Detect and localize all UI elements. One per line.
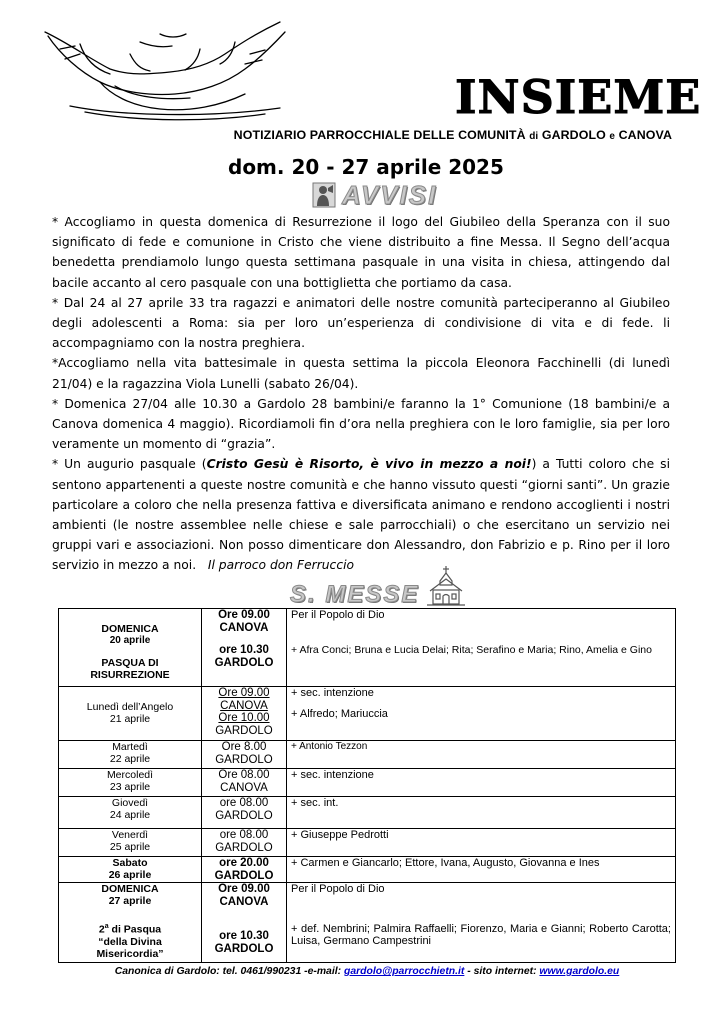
notices-section	[52, 212, 670, 576]
schedule-row-martedi	[59, 741, 676, 769]
day-name: DOMENICA	[101, 623, 159, 635]
subtitle-di: di	[529, 131, 539, 142]
mass-time: Ore 09.00	[218, 883, 270, 895]
day-name: Giovedì	[111, 797, 149, 809]
augurio-text-end: ) a Tutti coloro che si sentono appartenenti a queste nostre comunità e che hanno vissuto questi “giorni santi”. Un grazie particolare a coloro che nella presenza fattiva e diversificata animano e rendono accoglienti i nostri ambienti (le nostre assemblee nelle chiese e sale parrocchiali) o che esercitano un servizio nei gruppi vari e associazioni. Non posso dimenticare don Alessandro, don Fabrizio e p. Rino per il loro servizio in mezzo a noi.	[52, 457, 670, 573]
website-link[interactable]: www.gardolo.eu	[539, 966, 620, 977]
intention-cell	[287, 857, 676, 883]
intention-cell	[287, 883, 676, 963]
mass-time: ore 08.00	[219, 797, 269, 809]
day-name: Mercoledì	[106, 769, 154, 781]
mass-time: ore 10.30	[219, 644, 269, 656]
mass-time: ore 10.30	[219, 930, 269, 942]
day-note: Misericordia”	[96, 947, 164, 960]
notice-giubileo-logo: * Accogliamo in questa domenica di Resurrezione il logo del Giubileo della Speranza con il suo significato di fede e comunione in Cristo che viene distribuito a fine Messa. Il Segno dell’acqua benedetta prendiamolo lungo questa settimana pasquale in una visita in chiesa, attingendo dal bacile accanto al cero pasquale con una bottiglietta che portiamo da casa.	[52, 215, 670, 290]
day-cell	[59, 609, 202, 687]
time-cell	[202, 687, 287, 741]
day-name: Martedì	[112, 741, 148, 753]
mass-intention: + Antonio Tezzon	[291, 741, 368, 752]
mass-intention: Per il Popolo di Dio	[291, 883, 385, 895]
mass-place: GARDOLO	[214, 942, 274, 955]
mass-place: GARDOLO	[214, 869, 274, 882]
footer-site-text: - sito internet:	[464, 966, 540, 977]
day-cell	[59, 741, 202, 769]
praying-hands-logo	[40, 14, 290, 124]
mass-time: ore 08.00	[219, 829, 269, 841]
notice-augurio	[52, 454, 670, 575]
day-note	[59, 921, 201, 936]
day-name: Venerdì	[111, 829, 149, 841]
time-cell	[202, 769, 287, 797]
day-name: Lunedì dell’Angelo	[86, 701, 174, 713]
mass-intention: + sec. int.	[291, 797, 339, 809]
mass-place: CANOVA	[219, 895, 269, 908]
intention-cell	[287, 797, 676, 829]
day-cell	[59, 797, 202, 829]
newsletter-title: INSIEME	[455, 70, 702, 124]
mass-place: GARDOLO	[215, 724, 273, 737]
day-date: 20 aprile	[109, 635, 151, 646]
day-date: 24 aprile	[109, 809, 151, 821]
mass-intention: + sec. intenzione	[291, 687, 374, 699]
time-cell	[202, 883, 287, 963]
day-note: PASQUA DI	[101, 657, 159, 669]
day-date: 25 aprile	[109, 841, 151, 853]
schedule-row-domenica-20	[59, 609, 676, 687]
day-name: DOMENICA	[101, 883, 159, 895]
mass-place: GARDOLO	[215, 809, 273, 822]
footer-phone-text: Canonica di Gardolo: tel. 0461/990231 -e-mail:	[114, 966, 344, 977]
day-cell	[59, 687, 202, 741]
email-link[interactable]: gardolo@parrocchietn.it	[343, 966, 465, 977]
mass-place: GARDOLO	[215, 841, 273, 854]
schedule-row-mercoledi	[59, 769, 676, 797]
note-text: di Pasqua	[108, 923, 162, 936]
subtitle-canova: CANOVA	[618, 128, 672, 142]
mass-intention: Per il Popolo di Dio	[291, 609, 385, 621]
mass-intention: + def. Nembrini; Palmira Raffaelli; Fiorenzo, Maria e Gianni; Roberto Carotta; Luisa, Germano Campestrini	[291, 922, 671, 947]
mass-place: CANOVA	[220, 781, 268, 794]
time-cell	[202, 857, 287, 883]
time-cell	[202, 797, 287, 829]
mass-time: ore 20.00	[219, 857, 269, 869]
day-date: 22 aprile	[109, 753, 151, 765]
intention-cell	[287, 829, 676, 857]
mass-intention: + sec. intenzione	[291, 769, 374, 781]
subtitle-e: e	[609, 131, 616, 142]
notice-comunione: * Domenica 27/04 alle 10.30 a Gardolo 28 bambini/e faranno la 1° Comunione (18 bambini/e a Canova domenica 4 maggio). Ricordiamoli fin d’ora nella preghiera con le loro famiglie, sia per loro veramente un momento di “grazia”.	[52, 396, 670, 452]
time-cell	[202, 741, 287, 769]
issue-date: dom. 20 - 27 aprile 2025	[228, 155, 504, 179]
note-superscript: a	[104, 923, 109, 930]
note-number: 2	[98, 923, 105, 936]
notice-giubileo-adolescenti: * Dal 24 al 27 aprile 33 tra ragazzi e animatori delle nostre comunità parteciperanno al Giubileo degli adolescenti a Roma: sia per loro un’esperienza di condivisione di vita e di fede. li accompagniamo con la nostra preghiera.	[52, 295, 670, 351]
mass-time: Ore 10.00	[218, 712, 270, 724]
messe-heading: S. MESSE	[290, 581, 420, 608]
intention-cell	[287, 769, 676, 797]
announcement-icon	[312, 182, 336, 208]
subtitle-gardolo: GARDOLO	[541, 128, 606, 142]
mass-intention: + Afra Conci; Bruna e Lucia Delai; Rita; Serafino e Maria; Rino, Amelia e Gino	[291, 643, 652, 656]
parroco-signature: Il parroco don Ferruccio	[207, 558, 355, 573]
augurio-text-start: * Un augurio pasquale (	[52, 457, 207, 472]
subtitle-main: NOTIZIARIO PARROCCHIALE DELLE COMUNITÀ	[233, 128, 526, 142]
mass-place: CANOVA	[220, 699, 268, 712]
church-icon	[426, 565, 466, 607]
day-cell	[59, 857, 202, 883]
intention-cell	[287, 741, 676, 769]
mass-schedule-table	[58, 608, 676, 963]
schedule-row-venerdi	[59, 829, 676, 857]
intention-cell	[287, 687, 676, 741]
mass-place: GARDOLO	[215, 753, 273, 766]
day-cell	[59, 883, 202, 963]
mass-time: Ore 09.00	[218, 609, 270, 621]
contact-footer	[58, 966, 676, 977]
day-name: Sabato	[112, 857, 148, 869]
day-cell	[59, 829, 202, 857]
mass-time: Ore 09.00	[218, 687, 270, 699]
day-note: RISURREZIONE	[90, 669, 170, 681]
schedule-row-giovedi	[59, 797, 676, 829]
day-date: 27 aprile	[108, 895, 152, 907]
schedule-row-lunedi	[59, 687, 676, 741]
schedule-row-domenica-27	[59, 883, 676, 963]
mass-place: CANOVA	[219, 621, 269, 634]
avvisi-heading: AVVISI	[342, 180, 438, 210]
day-date: 21 aprile	[109, 713, 151, 725]
mass-intention: + Giuseppe Pedrotti	[291, 829, 389, 841]
mass-time: Ore 08.00	[218, 769, 270, 781]
newsletter-subtitle	[200, 128, 672, 142]
day-date: 26 aprile	[108, 869, 152, 881]
time-cell	[202, 609, 287, 687]
mass-intention: + Carmen e Giancarlo; Ettore, Ivana, Augusto, Giovanna e Ines	[291, 857, 600, 869]
day-note: “della Divina	[98, 935, 162, 948]
day-cell	[59, 769, 202, 797]
time-cell	[202, 829, 287, 857]
mass-intention: + Alfredo; Mariuccia	[291, 707, 388, 720]
day-date: 23 aprile	[109, 781, 151, 793]
augurio-quote: Cristo Gesù è Risorto, è vivo in mezzo a noi!	[206, 457, 532, 472]
mass-time: Ore 8.00	[221, 741, 267, 753]
schedule-row-sabato	[59, 857, 676, 883]
notice-battesimi: *Accogliamo nella vita battesimale in questa settima la piccola Eleonora Facchinelli (di lunedì 21/04) e la ragazzina Viola Lunelli (sabato 26/04).	[52, 356, 670, 391]
mass-place: GARDOLO	[214, 656, 274, 669]
intention-cell	[287, 609, 676, 687]
